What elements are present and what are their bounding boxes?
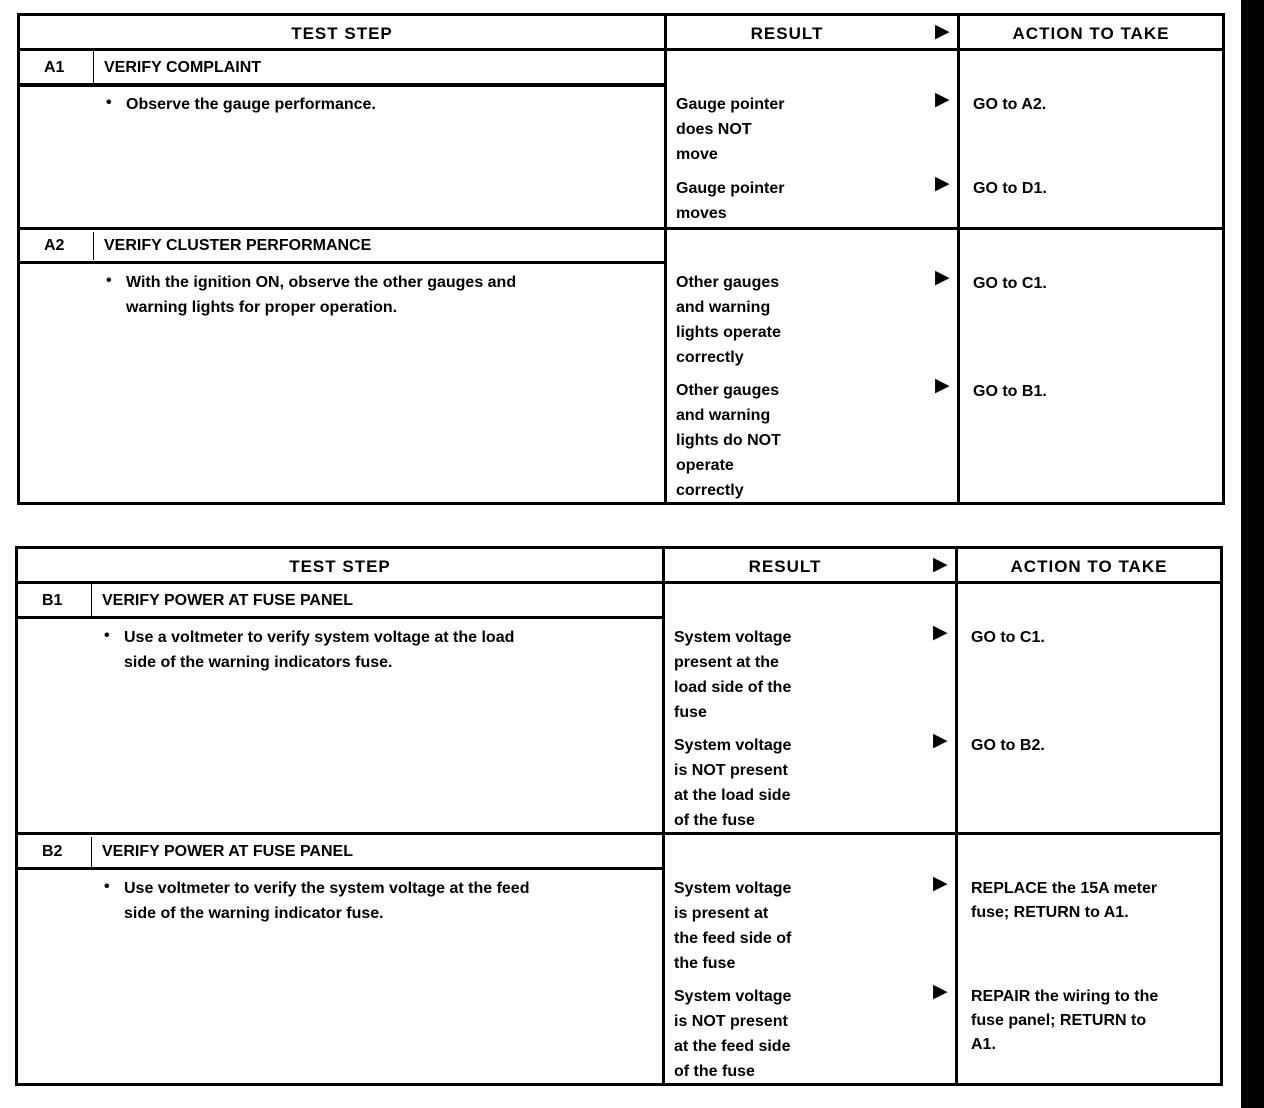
column-divider: [662, 549, 665, 1083]
step-id-divider: [93, 51, 94, 83]
result-text: Other gauges and warning lights do NOT operate correctly: [676, 382, 781, 499]
action-text: GO to B1.: [973, 383, 1047, 400]
diagnostic-table-b: [15, 546, 1223, 1086]
arrow-icon: ▶: [935, 21, 950, 42]
result-text: System voltage is NOT present at the load side of the fuse: [674, 737, 792, 829]
result-text: Gauge pointer moves: [676, 180, 785, 222]
arrow-icon: ▶: [935, 173, 950, 194]
step-id: A1: [44, 59, 65, 76]
step-title: VERIFY POWER AT FUSE PANEL: [102, 592, 353, 609]
bullet-icon: •: [106, 94, 112, 111]
arrow-icon: ▶: [935, 375, 950, 396]
step-title-underline: [18, 616, 662, 619]
header-test-step: TEST STEP: [291, 24, 393, 43]
step-instruction: With the ignition ON, observe the other gauges and warning lights for proper operation.: [126, 274, 517, 316]
action-text: GO to C1.: [973, 275, 1047, 292]
step-title: VERIFY POWER AT FUSE PANEL: [102, 843, 353, 860]
step-id: B1: [42, 592, 63, 609]
header-test-step: TEST STEP: [289, 557, 391, 576]
step-id-divider: [91, 584, 92, 616]
scan-edge: [1241, 0, 1264, 1108]
result-text: System voltage is NOT present at the feed side of the fuse: [674, 988, 792, 1080]
arrow-icon: ▶: [933, 730, 948, 751]
arrow-icon: ▶: [933, 873, 948, 894]
action-text: REPAIR the wiring to the fuse panel; RETURN to A1.: [971, 988, 1159, 1053]
row-divider: [18, 832, 1220, 835]
arrow-icon: ▶: [935, 267, 950, 288]
step-instruction: Use voltmeter to verify the system voltage at the feed side of the warning indicator fuse.: [124, 880, 530, 922]
column-divider: [664, 16, 667, 502]
arrow-icon: ▶: [933, 622, 948, 643]
step-title: VERIFY COMPLAINT: [104, 59, 262, 76]
header-result: RESULT: [748, 557, 822, 576]
row-divider: [20, 227, 1222, 230]
header-action: ACTION TO TAKE: [1010, 557, 1168, 576]
column-divider: [955, 549, 958, 1083]
step-id-divider: [91, 837, 92, 867]
step-instruction: Observe the gauge performance.: [126, 96, 376, 113]
action-text: GO to A2.: [973, 96, 1047, 113]
action-text: GO to C1.: [971, 629, 1045, 646]
action-text: GO to B2.: [971, 737, 1045, 754]
header-divider: [20, 48, 1222, 51]
action-text: REPLACE the 15A meter fuse; RETURN to A1.: [971, 880, 1158, 921]
step-title-underline-2: [20, 86, 664, 87]
step-title: VERIFY CLUSTER PERFORMANCE: [104, 237, 372, 254]
header-action: ACTION TO TAKE: [1012, 24, 1170, 43]
result-text: Other gauges and warning lights operate correctly: [676, 274, 781, 366]
diagnostic-table-a: [17, 13, 1225, 505]
arrow-icon: ▶: [933, 981, 948, 1002]
bullet-icon: •: [104, 627, 110, 644]
bullet-icon: •: [106, 272, 112, 289]
result-text: Gauge pointer does NOT move: [676, 96, 785, 163]
step-instruction: Use a voltmeter to verify system voltage at the load side of the warning indicators fuse.: [124, 629, 515, 671]
step-title-underline: [18, 867, 662, 870]
step-id-divider: [93, 232, 94, 260]
arrow-icon: ▶: [935, 89, 950, 110]
header-result: RESULT: [750, 24, 824, 43]
step-id: A2: [44, 237, 65, 254]
action-text: GO to D1.: [973, 180, 1047, 197]
step-id: B2: [42, 843, 63, 860]
column-divider: [957, 16, 960, 502]
bullet-icon: •: [104, 878, 110, 895]
result-text: System voltage present at the load side of the fuse: [674, 629, 792, 721]
arrow-icon: ▶: [933, 554, 948, 575]
step-title-underline: [20, 261, 664, 264]
header-divider: [18, 581, 1220, 584]
result-text: System voltage is present at the feed side of the fuse: [674, 880, 792, 972]
